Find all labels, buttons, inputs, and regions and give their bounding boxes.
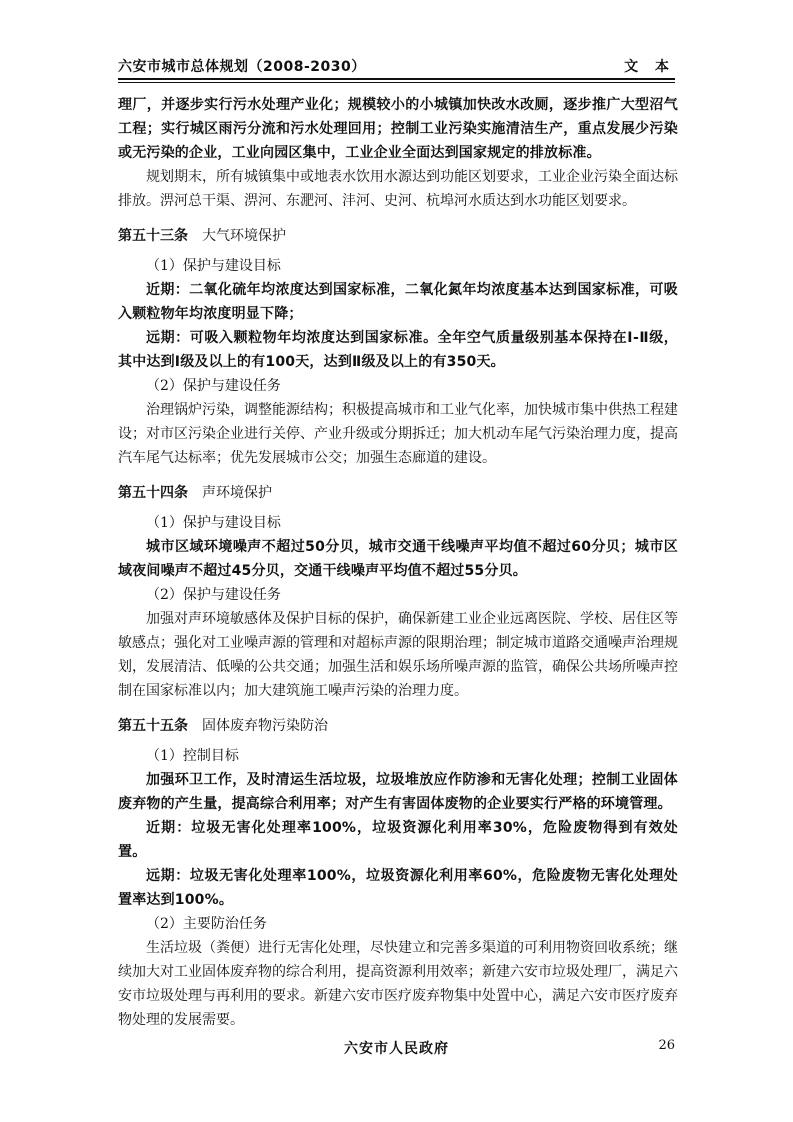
header-title: 六安市城市总体规划（2008-2030） [118, 59, 366, 75]
section-title: 大气环境保护 [202, 228, 286, 244]
paragraph-long-term: 远期：垃圾无害化处理率100%，垃圾资源化利用率60%，危险废物无害化处理处置率达到100%。 [118, 868, 678, 908]
subheading-goals: （1）保护与建设目标 [146, 515, 281, 531]
header-rule-thin [118, 82, 675, 83]
page-number: 26 [658, 1038, 675, 1053]
document-body [118, 93, 678, 1032]
paragraph-tasks: 加强对声环境敏感体及保护目标的保护，确保新建工业企业远离医院、学校、居住区等敏感点；强化对工业噪声源的管理和对超标声源的限期治理；制定城市道路交通噪声治理规划，发展清洁、低噪的公共交通；加强生活和娱乐场所噪声源的监管，确保公共场所噪声控制在国家标准以内；加大建筑施工噪声污染的治理力度。 [118, 611, 678, 699]
page-header [118, 54, 675, 76]
section-title: 声环境保护 [202, 485, 272, 501]
section-heading-54 [118, 481, 678, 505]
paragraph-water-measures: 理厂，并逐步实行污水处理产业化；规模较小的小城镇加快改水改厕，逐步推广大型沼气工程；实行城区雨污分流和污水处理回用；控制工业污染实施清洁生产，重点发展少污染或无污染的企业，工业向园区集中，工业企业全面达到国家规定的排放标准。 [118, 97, 678, 161]
subheading-tasks: （2）保护与建设任务 [146, 587, 281, 603]
paragraph-tasks: 生活垃圾（粪便）进行无害化处理，尽快建立和完善多渠道的可利用物资回收系统；继续加大对工业固体废弃物的综合利用，提高资源利用效率；新建六安市垃圾处理厂，满足六安市垃圾处理与再利用的要求。新建六安市医疗废弃物集中处置中心，满足六安市医疗废弃物处理的发展需要。 [118, 940, 678, 1028]
section-number: 第五十四条 [118, 485, 188, 501]
paragraph-long-term: 远期：可吸入颗粒物年均浓度达到国家标准。全年空气质量级别基本保持在Ⅰ-Ⅱ级，其中达到Ⅰ级及以上的有100天，达到Ⅱ级及以上的有350天。 [118, 330, 678, 370]
header-rule [118, 78, 675, 80]
paragraph-control-goal: 加强环卫工作，及时清运生活垃圾，垃圾堆放应作防渗和无害化处理；控制工业固体废弃物的产生量，提高综合利用率；对产生有害固体废物的企业要实行严格的环境管理。 [118, 772, 678, 812]
section-heading-53 [118, 224, 678, 248]
page-footer [118, 1038, 675, 1062]
section-number: 第五十五条 [118, 718, 188, 734]
subheading-tasks: （2）保护与建设任务 [146, 378, 281, 394]
footer-organization: 六安市人民政府 [344, 1041, 449, 1057]
paragraph-near-term: 近期：垃圾无害化处理率100%，垃圾资源化利用率30%，危险废物得到有效处置。 [118, 820, 678, 860]
subheading-goals: （1）保护与建设目标 [146, 258, 281, 274]
section-number: 第五十三条 [118, 228, 188, 244]
subheading-control-goals: （1）控制目标 [146, 748, 239, 764]
paragraph-water-goal: 规划期末，所有城镇集中或地表水饮用水源达到功能区划要求，工业企业污染全面达标排放。淠河总干渠、淠河、东淝河、沣河、史河、杭埠河水质达到水功能区划要求。 [118, 169, 678, 209]
paragraph-noise-goal: 城市区域环境噪声不超过50分贝，城市交通干线噪声平均值不超过60分贝；城市区域夜间噪声不超过45分贝，交通干线噪声平均值不超过55分贝。 [118, 539, 678, 579]
section-title: 固体废弃物污染防治 [202, 718, 328, 734]
paragraph-near-term: 近期：二氧化硫年均浓度达到国家标准，二氧化氮年均浓度基本达到国家标准，可吸入颗粒物年均浓度明显下降； [118, 282, 678, 322]
header-doc-type: 文 本 [624, 59, 675, 75]
subheading-tasks: （2）主要防治任务 [146, 916, 267, 932]
paragraph-tasks: 治理锅炉污染，调整能源结构；积极提高城市和工业气化率，加快城市集中供热工程建设；对市区污染企业进行关停、产业升级或分期拆迁；加大机动车尾气污染治理力度，提高汽车尾气达标率；优先发展城市公交；加强生态廊道的建设。 [118, 402, 678, 466]
section-heading-55 [118, 714, 678, 738]
